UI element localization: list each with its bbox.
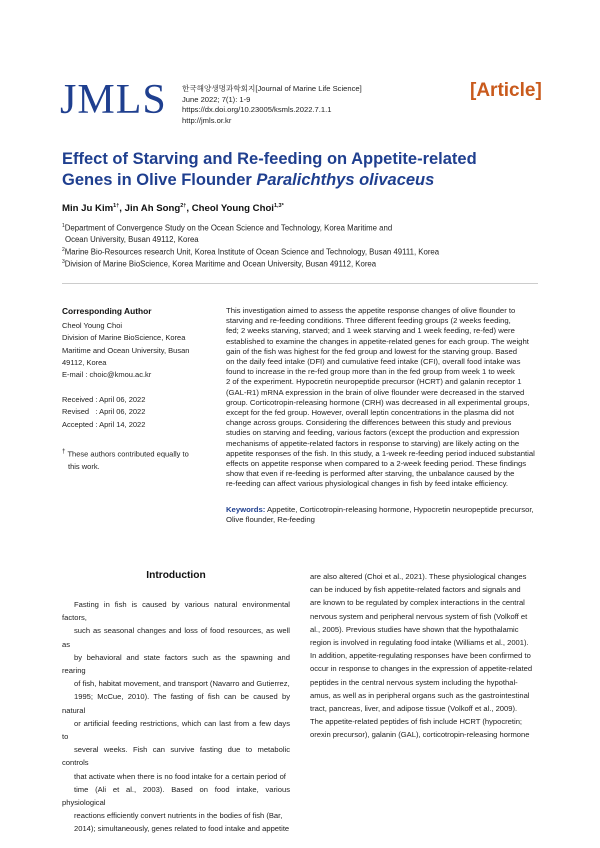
body-text-line: nervous system and peripheral nervous system of fish (Volkoff et bbox=[310, 611, 528, 621]
species-name: Paralichthys olivaceus bbox=[256, 171, 435, 189]
body-text-line: region is involved in regulating food intake (Williams et al., 2001). bbox=[310, 638, 529, 648]
abstract-line: studies on starving and feeding, various factors (except the production and expression bbox=[226, 428, 520, 438]
affiliation-1: $^1$Department of Convergence Study on the Ocean Science and Technology, Korea Maritime and Ocean University, Busan 49112, Korea bbox=[62, 223, 393, 244]
abstract bbox=[226, 306, 538, 490]
abstract-line: show that even if re-feeding is performed after starving, the unbalance caused by the bbox=[226, 469, 515, 479]
doi-link[interactable]: https://dx.doi.org/10.23005/ksmls.2022.7.1.1 bbox=[182, 105, 332, 114]
body-text-line: by behavioral and state factors such as the spawning and rearing bbox=[62, 652, 290, 676]
abstract-line: appetite responses of the fish. In this study, a 1-week re-feeding period induced substantial bbox=[226, 448, 535, 458]
section-divider bbox=[62, 283, 538, 284]
body-text-line: amus, as well as in peripheral organs such as the gastrointestinal bbox=[310, 690, 530, 700]
article-dates bbox=[62, 394, 145, 431]
abstract-line: (GAL-R1) mRNA expression in the brain of olive flounder were decreased in the starved bbox=[226, 387, 525, 397]
keywords: Keywords: Appetite, Corticotropin-releasing hormone, Hypocretin neuropeptide precursor, Olive flounder, Re-feeding bbox=[226, 505, 534, 525]
author-name: Cheol Young Choi bbox=[191, 203, 274, 215]
abstract-line: This investigation aimed to assess the appetite response changes of olive flounder to bbox=[226, 306, 516, 315]
body-text-line: such as seasonal changes and loss of food resources, as well as bbox=[62, 626, 290, 649]
body-text-line: al., 2005). Previous studies have shown that the hypothalamic bbox=[310, 624, 519, 634]
body-text-line: can be induced by fish appetite-related factors and signals and bbox=[310, 585, 521, 595]
body-text-line: Fasting in fish is caused by various natural environmental factors, bbox=[62, 600, 290, 623]
abstract-line: except for the fed group. However, overall leptin concentrations in the plasma did not bbox=[226, 408, 515, 418]
affiliation-3: $^3$Division of Marine BioScience, Korea Maritime and Ocean University, Busan 49112, Korea bbox=[62, 259, 377, 269]
body-text-line: are known to be regulated by complex interactions in the central bbox=[310, 598, 525, 608]
abstract-line: 2 of the experiment. Hypocretin neuropeptide precursor (HCRT) and galanin receptor 1 bbox=[226, 377, 522, 387]
body-text-line: are also altered (Choi et al., 2021). These physiological changes bbox=[310, 572, 527, 581]
body-text-line: 1995; McCue, 2010). The fasting of fish can be caused by natural bbox=[62, 692, 290, 715]
body-text-line: that activate when there is no food intake for a certain period of bbox=[74, 771, 286, 781]
corresponding-author-heading: Corresponding Author bbox=[62, 306, 152, 316]
abstract-line: established to examine the changes in appetite-related genes for each group. The weight bbox=[226, 336, 529, 346]
body-text-line: tract, pancreas, liver, and adipose tissue (Volkoff et al., 2009). bbox=[310, 704, 518, 714]
abstract-line: effects on appetite response when compared to a 2-week feeding period. These findings bbox=[226, 459, 527, 469]
body-text-line: peptides in the central nervous system including the hypothal- bbox=[310, 677, 518, 687]
accepted-date: Accepted : April 14, 2022 bbox=[62, 419, 146, 429]
revised-date: Revised : April 06, 2022 bbox=[62, 407, 146, 417]
body-text-line: reactions efficiently convert nutrients in the bodies of fish (Bar, bbox=[74, 811, 283, 821]
author-name: Min Ju Kim bbox=[62, 203, 114, 215]
keywords-label: Keywords: bbox=[226, 505, 266, 514]
journal-name: 한국해양생명과학회지[Journal of Marine Life Science] bbox=[182, 84, 362, 93]
body-text-line: or artificial feeding restrictions, which can last from a few days to bbox=[62, 718, 290, 742]
affiliation-2: $^2$Marine Bio-Resources research Unit, Korea Institute of Ocean Science and Technology, Busan 49111, Korea bbox=[62, 247, 440, 257]
body-text-line: occur in response to changes in the expression of appetite-related bbox=[310, 664, 533, 674]
journal-url[interactable]: http://jmls.or.kr bbox=[182, 115, 232, 125]
abstract-line: mechanisms of appetite-related factors in response to starving) are likely acting on the bbox=[226, 438, 520, 448]
article-type-label: [Article] bbox=[470, 80, 542, 101]
body-text-line: The appetite-related peptides of fish include HCRT (hypocretin; bbox=[310, 717, 523, 727]
body-text-line: orexin precursor), galanin (GAL), corticotropin-releasing hormone bbox=[310, 730, 530, 740]
corresponding-author-details: Cheol Young Choi Division of Marine BioScience, Korea Maritime and Ocean University, Busan 49112, Korea E-mail : choic@kmou.ac.kr bbox=[62, 320, 222, 381]
received-date: Received : April 06, 2022 bbox=[62, 395, 146, 404]
abstract-line: group. Corticotropin-releasing hormone (CRH) was decreased in all experimental groups, bbox=[226, 397, 530, 407]
abstract-line: found to increase in the re-fed group more than in the fed group from week 1 to week bbox=[226, 367, 515, 377]
body-text-line: 2014); simultaneously, genes related to food intake and appetite bbox=[74, 824, 290, 834]
body-text-line: time (Ali et al., 2003). Based on food intake, various physiological bbox=[62, 784, 290, 808]
body-column-left bbox=[62, 598, 290, 836]
body-column-right bbox=[310, 570, 538, 742]
abstract-line: gain of the fish was highest for the fed group and lowest for the starving group. Based bbox=[226, 346, 518, 356]
author-name: Jin Ah Song bbox=[124, 203, 181, 215]
title-line-1: Effect of Starving and Re-feeding on Appetite-related bbox=[62, 150, 477, 168]
abstract-line: starving and re-feeding conditions. Three different feeding groups (2 weeks feeding, bbox=[226, 316, 511, 326]
journal-logo: JMLS bbox=[60, 77, 167, 123]
author-email[interactable]: E-mail : choic@kmou.ac.kr bbox=[62, 370, 152, 380]
equal-contribution-note: † These authors contributed equally to this work. bbox=[62, 448, 189, 471]
body-text-line: of fish, habitat movement, and transport (Navarro and Gutierrez, bbox=[74, 679, 290, 689]
issue-info: June 2022; 7(1): 1-9 bbox=[182, 94, 251, 104]
abstract-line: fed; 2 weeks starving, starved; and 1 week starving and 1 week feeding, re-fed) were bbox=[226, 326, 515, 336]
paper-title bbox=[62, 149, 532, 191]
title-line-2: Genes in Olive Flounder Paralichthys olivaceus bbox=[62, 171, 435, 189]
abstract-line: re-feeding can affect various physiological changes in fish by feed intake efficiency. bbox=[226, 479, 509, 489]
journal-info bbox=[182, 84, 362, 126]
body-text-line: several weeks. Fish can survive fasting due to metabolic controls bbox=[62, 745, 290, 768]
abstract-line: on the daily feed intake (DFI) and cumulative feed intake (CFI), overall food intake was bbox=[226, 357, 521, 367]
abstract-line: change across groups. Considering the differences between this study and previous bbox=[226, 418, 512, 428]
section-heading: Introduction bbox=[146, 570, 206, 581]
author-list: Min Ju Kim$^{1\dagger}$, Jin Ah Song$^{2\dagger}$, Cheol Young Choi$^{1,3*}$ bbox=[62, 203, 284, 215]
body-text-line: In addition, appetite-regulating responses have been confirmed to bbox=[310, 651, 531, 661]
